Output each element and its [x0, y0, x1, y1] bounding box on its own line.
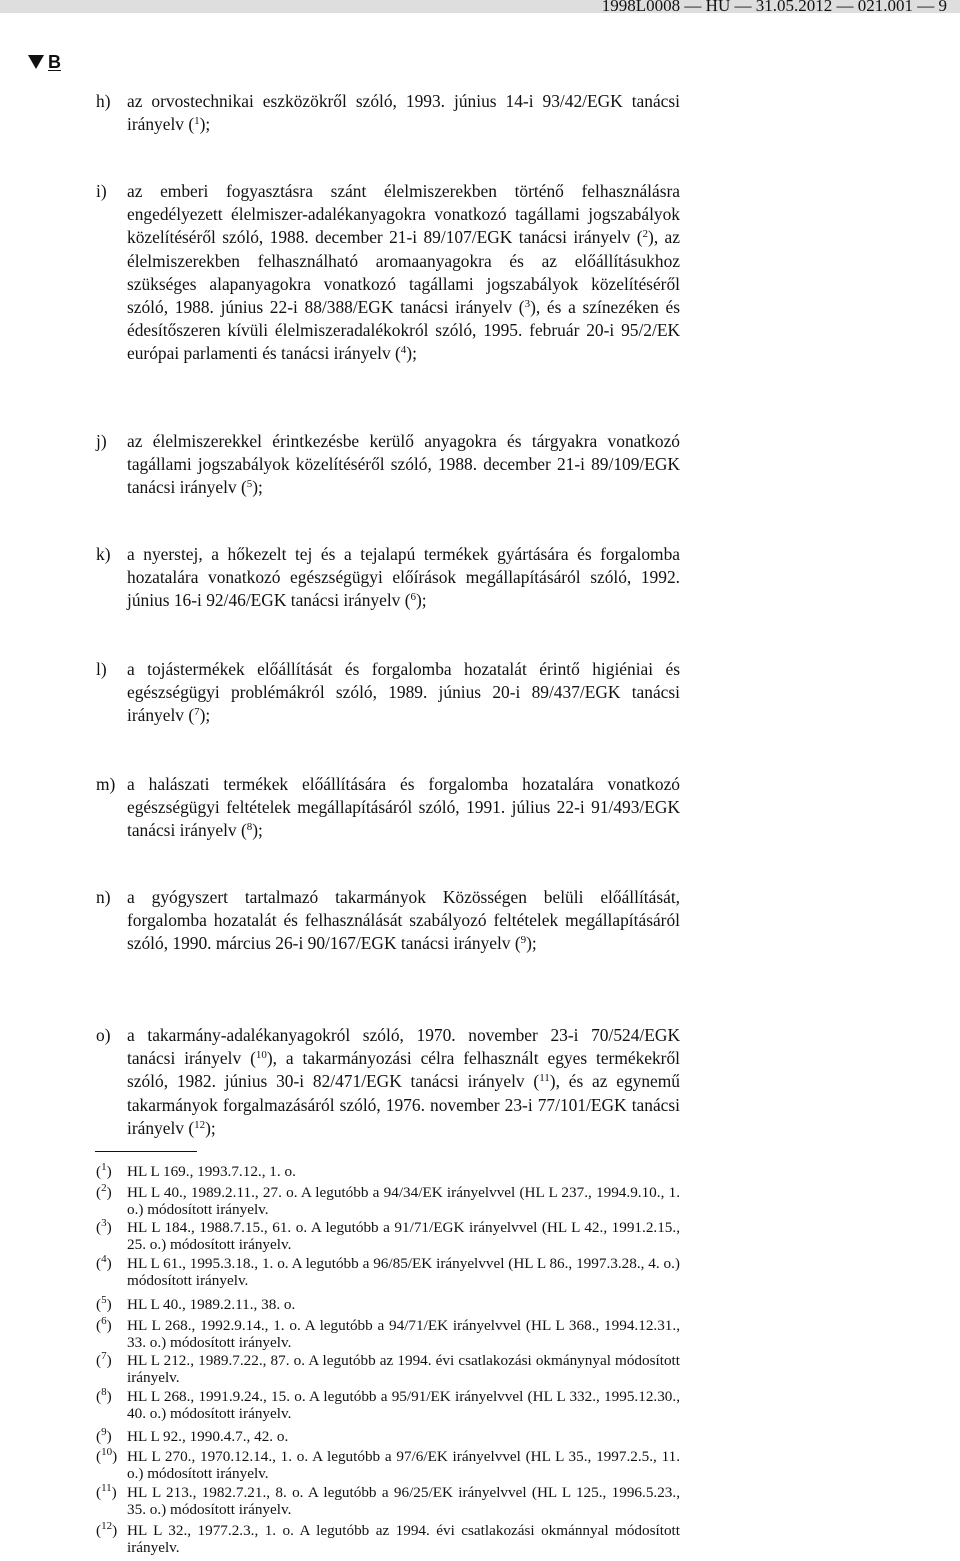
footnote-text: HL L 270., 1970.12.14., 1. o. A legutóbb a 97/6/EK irányelvvel (HL L 35., 1997.2.5., 11. o.) módosított irányelv.	[127, 1448, 680, 1483]
footnote-text: HL L 212., 1989.7.22., 87. o. A legutóbb az 1994. évi csatlakozási okmánynyal módosított irányelv.	[127, 1352, 680, 1387]
footnote-text: HL L 268., 1991.9.24., 15. o. A legutóbb a 95/91/EK irányelvvel (HL L 332., 1995.12.30., 40. o.) módosított irányelv.	[127, 1388, 680, 1423]
footnote-text: HL L 169., 1993.7.12., 1. o.	[127, 1163, 296, 1180]
footnote	[96, 1522, 680, 1557]
item-label: l)	[96, 659, 107, 679]
footnote-number: ($^{11}$)	[96, 1482, 117, 1501]
item-label: m)	[96, 774, 116, 794]
item-text: az emberi fogyasztásra szánt élelmiszerekben történő felhasználásra engedélyezett élelmiszer-adalékanyagokra vonatkozó tagállami jogszabályok közelítéséről szóló, 1988. december 21-i 89/107/EGK tanácsi irányelv ($^2$), az élelmiszerekben felhasználható aromaanyagokra és az előállításukhoz szükséges alapanyagokra vonatkozó tagállami jogszabályok közelítéséről szóló, 1988. június 22-i 88/388/EGK tanácsi irányelv ($^3$), és a színezéken és édesítőszeren kívüli élelmiszeradalékokról szóló, 1995. február 20-i 95/2/EK európai parlamenti és tanácsi irányelv ($^4$);	[127, 181, 680, 364]
footnote-number: ($^{12}$)	[96, 1520, 118, 1539]
footnote	[96, 1352, 680, 1387]
item-text: az orvostechnikai eszközökről szóló, 1993. június 14-i 93/42/EGK tanácsi irányelv ($^1$);	[127, 91, 680, 135]
item-label: h)	[96, 91, 111, 111]
list-item-h	[96, 90, 680, 136]
footnote-text: HL L 40., 1989.2.11., 38. o.	[127, 1296, 296, 1313]
item-text: az élelmiszerekkel érintkezésbe kerülő anyagokra és tárgyakra vonatkozó tagállami jogszabályok közelítéséről szóló, 1988. december 21-i 89/109/EGK tanácsi irányelv ($^5$);	[127, 431, 680, 498]
footnote	[96, 1428, 680, 1445]
list-item-k	[96, 543, 680, 613]
footnote	[96, 1388, 680, 1423]
footnote	[96, 1184, 680, 1219]
footnote-text: HL L 184., 1988.7.15., 61. o. A legutóbb a 91/71/EGK irányelvvel (HL L 42., 1991.2.15., 25. o.) módosított irányelv.	[127, 1219, 680, 1254]
item-text: a nyerstej, a hőkezelt tej és a tejalapú termékek gyártására és forgalomba hozatalára vonatkozó egészségügyi előírások megállapításáról szóló, 1992. június 16-i 92/46/EGK tanácsi irányelv ($^6$);	[127, 544, 680, 611]
footnote	[96, 1219, 680, 1254]
footnote-text: HL L 92., 1990.4.7., 42. o.	[127, 1428, 289, 1445]
footnote	[96, 1484, 680, 1519]
footnote-number: ($^4$)	[96, 1253, 112, 1272]
footnote-number: ($^7$)	[96, 1350, 112, 1369]
footnote-number: ($^5$)	[96, 1294, 112, 1313]
item-text: a halászati termékek előállítására és forgalomba hozatalára vonatkozó egészségügyi feltételek megállapításáról szóló, 1991. július 22-i 91/493/EGK tanácsi irányelv ($^8$);	[127, 774, 680, 841]
footnote-text: HL L 61., 1995.3.18., 1. o. A legutóbb a 96/85/EK irányelvvel (HL L 86., 1997.3.28., 4. o.) módosított irányelv.	[127, 1255, 680, 1290]
footnote	[96, 1317, 680, 1352]
document-reference: 1998L0008 — HU — 31.05.2012 — 021.001 — 9	[601, 0, 947, 15]
list-item-m	[96, 773, 680, 843]
item-text: a gyógyszert tartalmazó takarmányok Közösségen belüli előállítását, forgalomba hozatalát és felhasználását szabályozó feltételek megállapításáról szóló, 1990. március 26-i 90/167/EGK tanácsi irányelv ($^9$);	[127, 887, 680, 954]
footnote-text: HL L 268., 1992.9.14., 1. o. A legutóbb a 94/71/EK irányelvvel (HL L 368., 1994.12.31., 33. o.) módosított irányelv.	[127, 1317, 680, 1352]
footnote-number: ($^8$)	[96, 1386, 112, 1405]
footnote-number: ($^6$)	[96, 1315, 112, 1334]
item-text: a takarmány-adalékanyagokról szóló, 1970. november 23-i 70/524/EGK tanácsi irányelv ($^{10}$), a takarmányozási célra felhasznált egyes termékekről szóló, 1982. június 30-i 82/471/EGK tanácsi irányelv ($^{11}$), és az egynemű takarmányok forgalmazásáról szóló, 1976. november 23-i 77/101/EGK tanácsi irányelv ($^{12}$);	[127, 1025, 681, 1138]
footnote-text: HL L 213., 1982.7.21., 8. o. A legutóbb a 96/25/EK irányelvvel (HL L 125., 1996.5.23., 35. o.) módosított irányelv.	[127, 1484, 680, 1519]
item-label: k)	[96, 544, 111, 564]
item-label: i)	[96, 181, 107, 201]
footnote-number: ($^2$)	[96, 1182, 112, 1201]
footnote-number: ($^3$)	[96, 1217, 112, 1236]
item-label: j)	[96, 431, 107, 451]
footnote	[96, 1163, 680, 1180]
item-text: a tojástermékek előállítását és forgalomba hozatalát érintő higiéniai és egészségügyi problémákról szóló, 1989. június 20-i 89/437/EGK tanácsi irányelv ($^7$);	[127, 659, 680, 726]
footnote-number: ($^1$)	[96, 1161, 112, 1180]
footnote-separator	[95, 1151, 197, 1152]
item-label: o)	[96, 1025, 111, 1045]
item-label: n)	[96, 887, 111, 907]
footnote	[96, 1296, 680, 1313]
footnote-number: ($^9$)	[96, 1426, 112, 1445]
list-item-n	[96, 886, 680, 956]
page-header	[0, 0, 960, 13]
footnote	[96, 1255, 680, 1290]
list-item-i	[96, 180, 680, 366]
footnote	[96, 1448, 680, 1483]
footnote-text: HL L 32., 1977.2.3., 1. o. A legutóbb az 1994. évi csatlakozási okmánnyal módosított irányelv.	[127, 1522, 680, 1557]
list-item-j	[96, 430, 680, 500]
list-item-o	[96, 1024, 680, 1140]
amendment-marker-letter: B	[48, 52, 61, 72]
amendment-marker	[28, 52, 61, 72]
list-item-l	[96, 658, 680, 728]
triangle-down-icon	[28, 55, 44, 69]
footnote-number: ($^{10}$)	[96, 1446, 118, 1465]
footnote-text: HL L 40., 1989.2.11., 27. o. A legutóbb a 94/34/EK irányelvvel (HL L 237., 1994.9.10., 1. o.) módosított irányelv.	[127, 1184, 680, 1219]
